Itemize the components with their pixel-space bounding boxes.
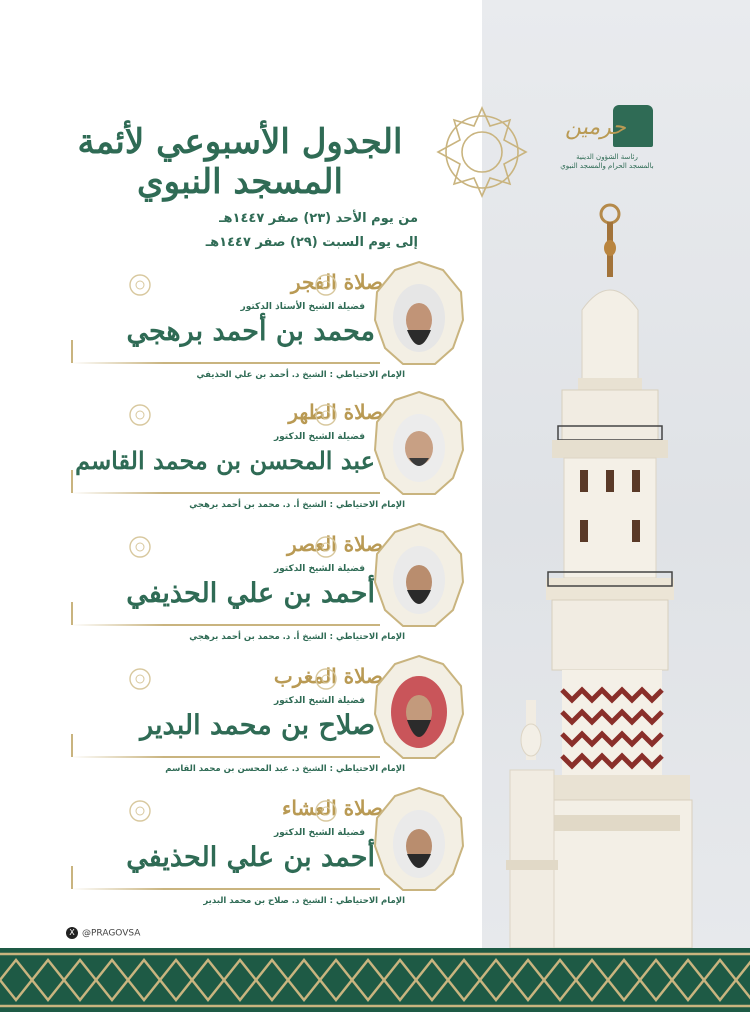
divider-line xyxy=(71,492,380,494)
star-ornament-icon xyxy=(313,402,339,428)
divider-cap xyxy=(71,602,73,625)
prayer-name: صلاة المغرب xyxy=(273,664,383,688)
imam-title: فضيلة الشيخ الدكتور xyxy=(273,696,365,706)
star-ornament-icon xyxy=(313,272,339,298)
imam-name: محمد بن أحمد برهجي xyxy=(126,316,375,347)
star-ornament-icon xyxy=(313,534,339,560)
prayer-name: صلاة العشاء xyxy=(282,796,383,820)
prayer-isha xyxy=(65,796,465,924)
x-icon: X xyxy=(66,927,78,939)
footer-pattern xyxy=(0,948,750,1012)
star-ornament-icon xyxy=(127,402,153,428)
imam-title: فضيلة الشيخ الدكتور xyxy=(273,564,365,574)
page-title: الجدول الأسبوعي لأئمة المسجد النبوي xyxy=(77,122,403,202)
backup-imam: الإمام الاحتياطي : الشيخ د. أحمد بن علي الحذيفي xyxy=(196,370,405,380)
divider-line xyxy=(71,888,380,890)
prayer-fajr xyxy=(65,270,465,398)
star-ornament-icon xyxy=(313,666,339,692)
star-ornament-icon xyxy=(127,798,153,824)
backup-imam: الإمام الاحتياطي : الشيخ أ. د. محمد بن أحمد برهجي xyxy=(189,632,405,642)
prayer-dhuhr xyxy=(65,400,465,528)
imam-portrait xyxy=(373,654,465,764)
divider-cap xyxy=(71,734,73,757)
divider-line xyxy=(71,624,380,626)
divider-cap xyxy=(71,340,73,363)
imam-name: صلاح بن محمد البدير xyxy=(140,710,375,741)
date-from: من يوم الأحد (٢٣) صفر ١٤٤٧هـ xyxy=(219,211,418,226)
imam-portrait xyxy=(373,260,465,370)
star-ornament-icon xyxy=(127,534,153,560)
divider-cap xyxy=(71,866,73,889)
divider-cap xyxy=(71,470,73,493)
divider-line xyxy=(71,362,380,364)
imam-portrait xyxy=(373,522,465,632)
prayer-asr xyxy=(65,532,465,660)
imam-name: أحمد بن علي الحذيفي xyxy=(126,842,375,873)
star-ornament-icon xyxy=(127,272,153,298)
imam-portrait xyxy=(373,786,465,896)
haramain-logo xyxy=(555,105,660,185)
prayer-name: صلاة العصر xyxy=(286,532,383,556)
date-to: إلى يوم السبت (٢٩) صفر ١٤٤٧هـ xyxy=(205,235,418,250)
date-range xyxy=(206,207,418,255)
imam-title: فضيلة الشيخ الأستاذ الدكتور xyxy=(240,302,365,312)
logo-wordmark: حرمين xyxy=(565,115,626,140)
backup-imam: الإمام الاحتياطي : الشيخ د. صلاح بن محمد البدير xyxy=(203,896,405,906)
imam-title: فضيلة الشيخ الدكتور xyxy=(273,432,365,442)
imam-name: أحمد بن علي الحذيفي xyxy=(126,578,375,609)
imam-title: فضيلة الشيخ الدكتور xyxy=(273,828,365,838)
divider-line xyxy=(71,756,380,758)
social-handle[interactable]: X @PRAGOVSA xyxy=(66,927,140,939)
prayer-name: صلاة الظهر xyxy=(288,400,383,424)
backup-imam: الإمام الاحتياطي : الشيخ أ. د. محمد بن أحمد برهجي xyxy=(189,500,405,510)
imam-portrait xyxy=(373,390,465,500)
prayer-maghrib xyxy=(65,664,465,792)
logo-subtitle: رئاسة الشؤون الدينية بالمسجد الحرام والمسجد النبوي xyxy=(560,153,654,170)
star-ornament-icon xyxy=(313,798,339,824)
prayer-name: صلاة الفجر xyxy=(290,270,383,294)
rosette-ornament-icon xyxy=(432,102,532,202)
star-ornament-icon xyxy=(127,666,153,692)
backup-imam: الإمام الاحتياطي : الشيخ د. عبد المحسن بن محمد القاسم xyxy=(165,764,405,774)
imam-name: عبد المحسن بن محمد القاسم xyxy=(75,446,375,475)
